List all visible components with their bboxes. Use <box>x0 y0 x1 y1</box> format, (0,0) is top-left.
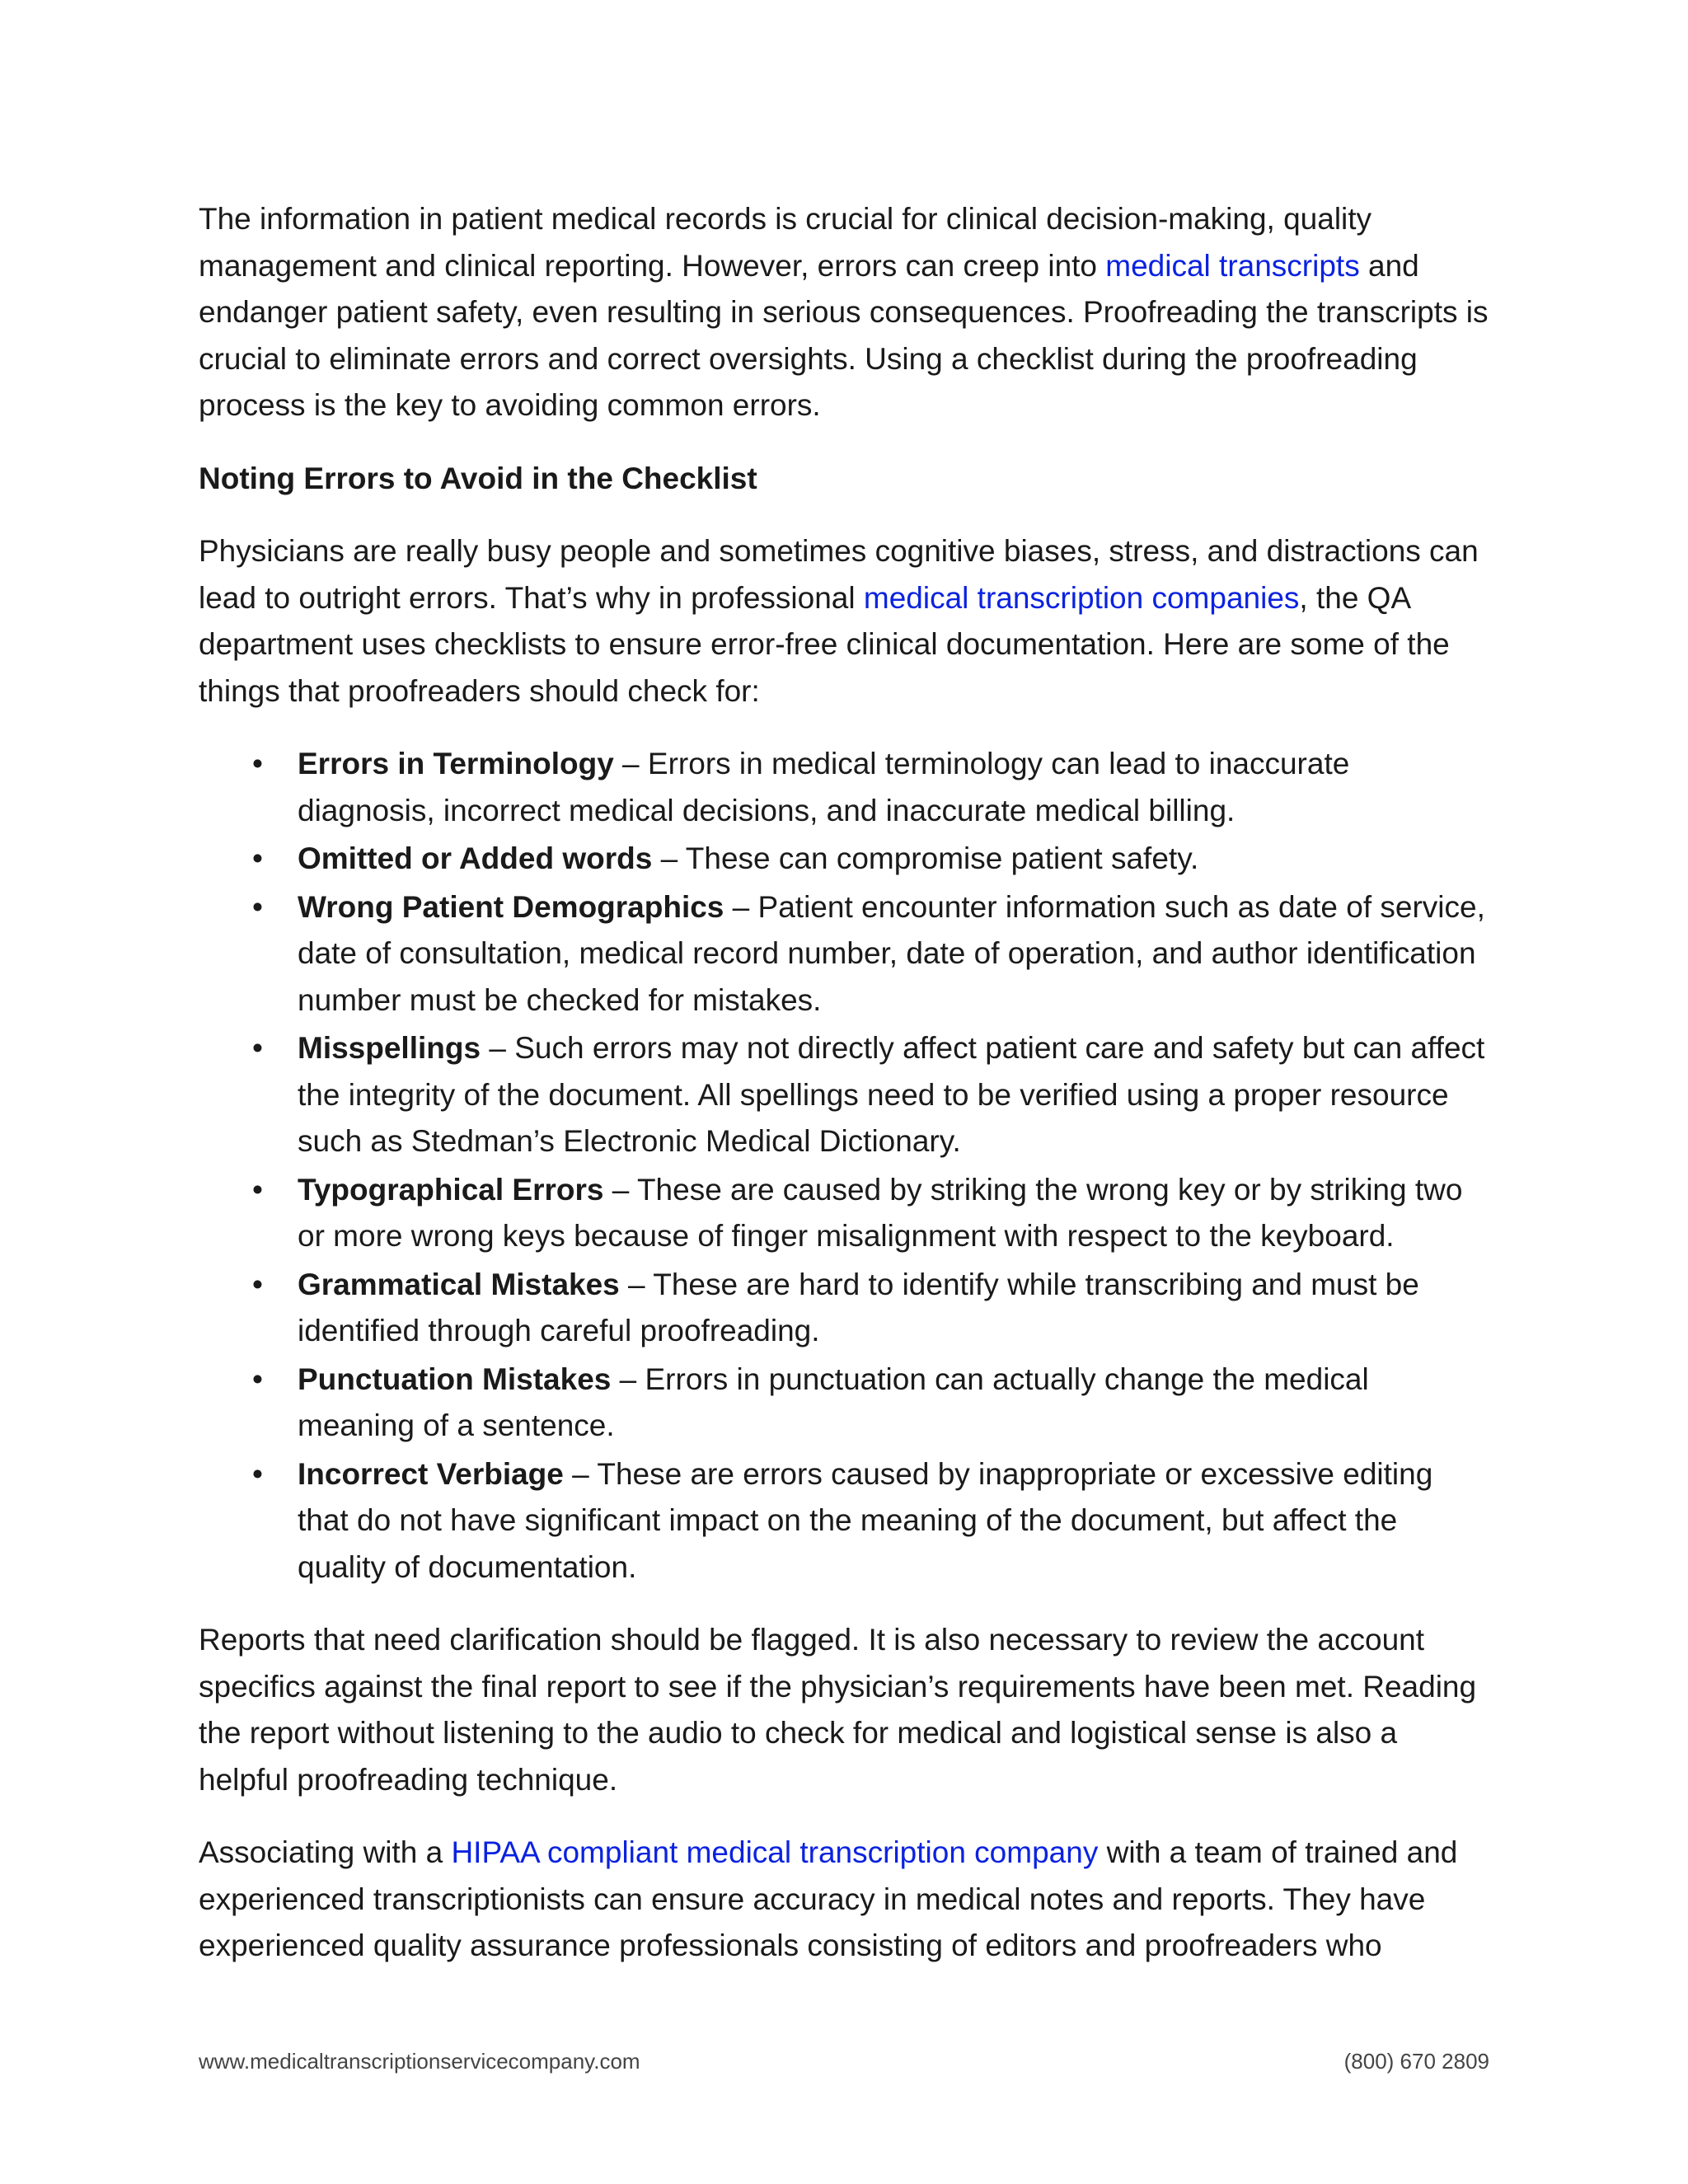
bullet-icon: • <box>252 1031 263 1065</box>
checklist-term: Incorrect Verbiage <box>298 1456 564 1491</box>
bullet-icon: • <box>252 841 263 875</box>
medical-transcripts-link[interactable]: medical transcripts <box>1105 248 1360 283</box>
checklist-item <box>199 741 1489 834</box>
checklist-term: Errors in Terminology <box>298 747 614 780</box>
checklist-item <box>199 884 1489 1024</box>
checklist-term: Grammatical Mistakes <box>298 1267 620 1301</box>
bullet-icon: • <box>252 1361 263 1396</box>
checklist-term: Omitted or Added words <box>298 841 653 875</box>
hipaa-paragraph <box>199 1830 1489 1970</box>
checklist-desc: – Errors in punctuation can actually change the medical meaning of a sentence. <box>298 1361 1369 1442</box>
checklist-item <box>199 1025 1489 1165</box>
checklist-desc: – These are caused by striking the wrong key or by striking two or more wrong keys because of finger misalignment with respect to the keyboard. <box>298 1172 1463 1253</box>
checklist-desc: – These can compromise patient safety. <box>652 841 1199 875</box>
intro-text-2: and endanger patient safety, even resulting in serious consequences. Proofreading the transcripts is crucial to eliminate errors and correct oversights. Using a checklist during the proofreading process is the key to avoiding common errors. <box>199 248 1489 422</box>
checklist-term: Wrong Patient Demographics <box>298 889 724 924</box>
bullet-icon: • <box>252 889 263 924</box>
checklist-item <box>199 836 1489 883</box>
checklist-desc: – Such errors may not directly affect patient care and safety but can affect the integrity of the document. All spellings need to be verified using a proper resource such as Stedman’s Electronic Medical Dictionary. <box>298 1031 1485 1158</box>
checklist-item <box>199 1357 1489 1450</box>
bullet-icon: • <box>252 747 263 780</box>
bullet-icon: • <box>252 1456 263 1491</box>
checklist-term: Typographical Errors <box>298 1172 604 1207</box>
checklist-item <box>199 1167 1489 1260</box>
physicians-paragraph <box>199 528 1489 715</box>
checklist-item <box>199 1262 1489 1355</box>
document-body <box>199 196 1489 1996</box>
footer-phone: (800) 670 2809 <box>1343 2049 1489 2074</box>
para4-text-1: Associating with a <box>199 1835 452 1869</box>
medical-transcription-companies-link[interactable]: medical transcription companies <box>863 580 1300 615</box>
checklist-desc: – These are errors caused by inappropriate or excessive editing that do not have significant impact on the meaning of the document, but affect the quality of documentation. <box>298 1456 1433 1584</box>
intro-text-1: The information in patient medical records is crucial for clinical decision-making, quality management and clinical reporting. However, errors can creep into <box>199 202 1372 283</box>
footer-website: www.medicaltranscriptionservicecompany.com <box>199 2049 640 2074</box>
intro-paragraph <box>199 196 1489 429</box>
error-checklist <box>199 741 1489 1591</box>
clarification-paragraph: Reports that need clarification should be flagged. It is also necessary to review the account specifics against the final report to see if the physician’s requirements have been met. Reading the report without listening to the audio to check for medical and logistical sense is also a helpful proofreading technique. <box>199 1623 1477 1797</box>
checklist-term: Misspellings <box>298 1031 481 1065</box>
bullet-icon: • <box>252 1267 263 1301</box>
para2-text-1: Physicians are really busy people and sometimes cognitive biases, stress, and distractions can lead to outright errors. That’s why in professional <box>199 534 1479 615</box>
section-heading: Noting Errors to Avoid in the Checklist <box>199 461 757 495</box>
para2-text-2: , the QA department uses checklists to ensure error-free clinical documentation. Here are some of the things that proofreaders should check for: <box>199 580 1450 708</box>
checklist-desc: – Errors in medical terminology can lead to inaccurate diagnosis, incorrect medical decisions, and inaccurate medical billing. <box>298 747 1350 827</box>
para4-text-2: with a team of trained and experienced transcriptionists can ensure accuracy in medical notes and reports. They have experienced quality assurance professionals consisting of editors and proofreaders who <box>199 1835 1458 1962</box>
checklist-desc: – These are hard to identify while transcribing and must be identified through careful proofreading. <box>298 1267 1419 1347</box>
checklist-term: Punctuation Mistakes <box>298 1361 612 1396</box>
bullet-icon: • <box>252 1172 263 1207</box>
checklist-desc: – Patient encounter information such as date of service, date of consultation, medical record number, date of operation, and author identification number must be checked for mistakes. <box>298 889 1485 1017</box>
checklist-item <box>199 1451 1489 1591</box>
hipaa-company-link[interactable]: HIPAA compliant medical transcription company <box>451 1835 1099 1869</box>
